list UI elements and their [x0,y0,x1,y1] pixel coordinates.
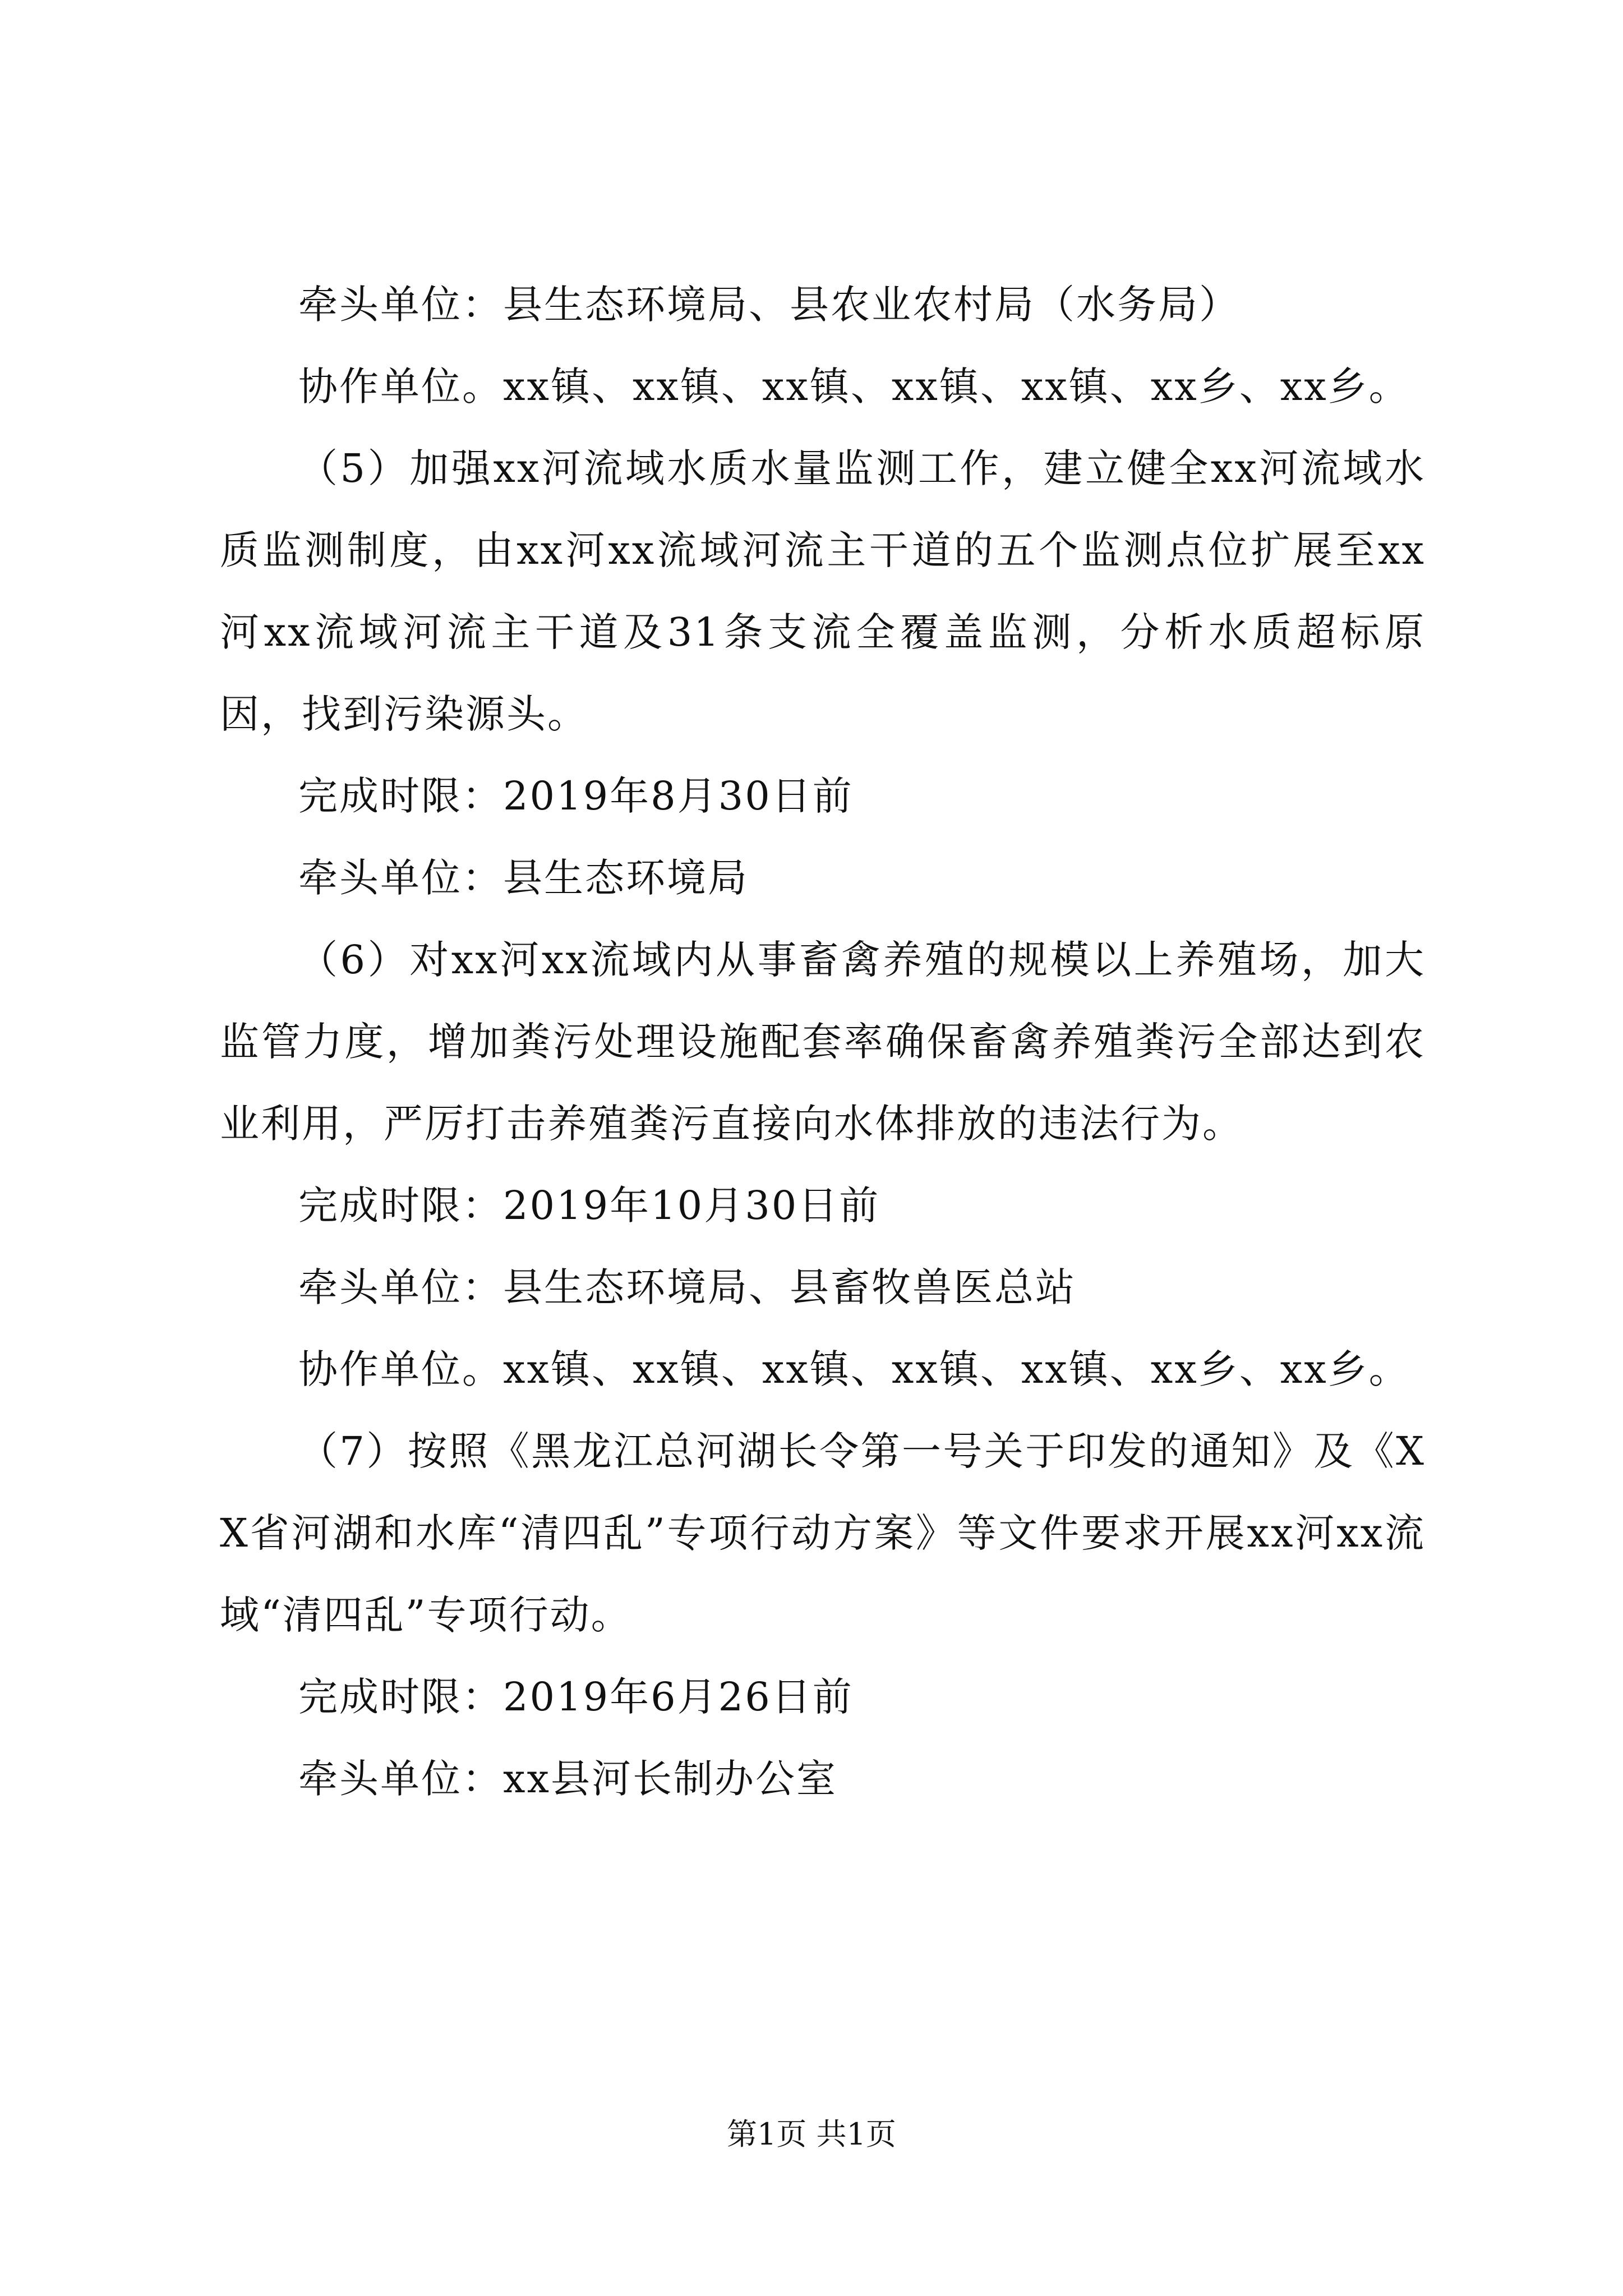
lead-unit-paragraph: 牵头单位：县生态环境局、县畜牧兽医总站 [298,1264,1076,1310]
page-footer: 第1页 共1页 [727,2116,896,2152]
deadline-paragraph: 完成时限：2019年6月26日前 [298,1674,854,1720]
item-7-paragraph: （7）按照《黑龙江总河湖长令第一号关于印发的通知》及《XX省河湖和水库“清四乱”专项行动方案》等文件要求开展xx河xx流域“清四乱”专项行动。 [220,1428,1426,1638]
item-5-paragraph: （5）加强xx河流域水质水量监测工作，建立健全xx河流域水质监测制度，由xx河xx流域河流主干道的五个监测点位扩展至xx河xx流域河流主干道及31条支流全覆盖监测，分析水质超标原因，找到污染源头。 [220,445,1426,737]
cooperating-unit-paragraph: 协作单位。xx镇、xx镇、xx镇、xx镇、xx镇、xx乡、xx乡。 [298,364,1410,409]
lead-unit-paragraph: 牵头单位：县生态环境局 [298,855,749,901]
lead-unit-paragraph: 牵头单位：xx县河长制办公室 [298,1756,837,1802]
cooperating-unit-paragraph: 协作单位。xx镇、xx镇、xx镇、xx镇、xx镇、xx乡、xx乡。 [298,1346,1410,1392]
deadline-paragraph: 完成时限：2019年10月30日前 [298,1182,880,1228]
lead-unit-paragraph: 牵头单位：县生态环境局、县农业农村局（水务局） [298,282,1240,328]
item-6-paragraph: （6）对xx河xx流域内从事畜禽养殖的规模以上养殖场，加大监管力度，增加粪污处理设施配套率确保畜禽养殖粪污全部达到农业利用，严厉打击养殖粪污直接向水体排放的违法行为。 [220,937,1426,1147]
document-body [220,264,1426,1820]
deadline-paragraph: 完成时限：2019年8月30日前 [298,773,854,819]
